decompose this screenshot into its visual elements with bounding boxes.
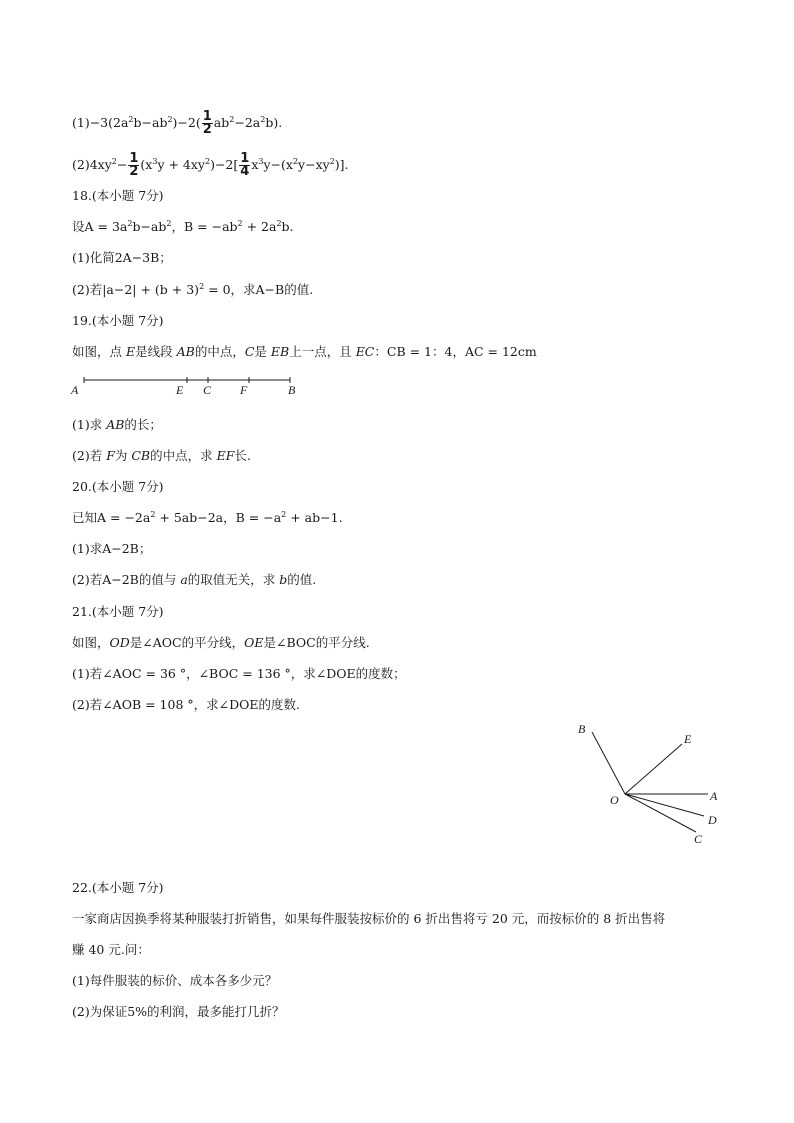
ray-oc <box>625 794 696 832</box>
label-b: B <box>578 722 586 736</box>
q20-part2: (2)若A−2B的值与 a的取值无关，求 b的值. <box>72 572 317 587</box>
segment-figure <box>66 370 316 402</box>
q21-header: 21.(本小题 7分) <box>72 604 164 619</box>
fraction: $\frac{1}{4}$ <box>240 151 250 179</box>
label-c: C <box>694 832 703 846</box>
q21-given: 如图，OD是∠AOC的平分线，OE是∠BOC的平分线. <box>72 635 370 650</box>
fraction: $\frac{1}{2}$ <box>129 151 139 179</box>
q18-part1: (1)化简2A−3B； <box>72 250 172 265</box>
q19-header: 19.(本小题 7分) <box>72 313 164 328</box>
label-c: C <box>203 383 212 397</box>
angle-figure <box>570 716 730 852</box>
label-o: O <box>610 793 619 807</box>
q22-part1: (1)每件服装的标价、成本各多少元？ <box>72 973 278 988</box>
label-b: B <box>288 383 296 397</box>
q21-part1: (1)若∠AOC = 36 °，∠BOC = 136 °，求∠DOE的度数； <box>72 666 406 681</box>
q22-header: 22.(本小题 7分) <box>72 880 164 895</box>
q22-given-line1: 一家商店因换季将某种服装打折销售，如果每件服装按标价的 6 折出售将亏 20 元，而按标价的 8 折出售将 <box>72 911 666 926</box>
q21-part2: (2)若∠AOB = 108 °，求∠DOE的度数. <box>72 697 300 712</box>
q20-part1: (1)求A−2B； <box>72 541 152 556</box>
q20-given: 已知$A = -2a^2 + 5ab-2a$，$B = -a^2 + ab-1$. <box>72 510 343 525</box>
fraction: $\frac{1}{2}$ <box>202 109 212 137</box>
q19-part1: (1)求 AB的长； <box>72 417 162 432</box>
q18-header: 18.(本小题 7分) <box>72 188 164 203</box>
q19-part2: (2)若 F为 CB的中点，求 EF长. <box>72 448 251 463</box>
ray-ob <box>592 732 625 794</box>
q18-part2: (2)若$|a-2| + (b + 3)^2 = 0$，求A−B的值. <box>72 282 314 297</box>
label-a: A <box>71 383 79 397</box>
q22-part2: (2)为保证5%的利润，最多能打几折？ <box>72 1004 285 1019</box>
label-e: E <box>684 732 692 746</box>
q18-given: 设$A = 3a^2b-ab^2$，$B = -ab^2 + 2a^2b$. <box>72 219 294 234</box>
label-a: A <box>710 789 718 803</box>
ray-od <box>625 794 704 816</box>
q20-header: 20.(本小题 7分) <box>72 479 164 494</box>
label-f: F <box>240 383 248 397</box>
q17-part2: $(2)4xy^2-$ $\frac{1}{2}$ $(x^3y + 4xy^2)-2$[ $\frac{1}{4}$ $x^3y-(x^2y-xy^2)$]. <box>72 151 349 179</box>
q22-given-line2: 赚 40 元.问： <box>72 942 150 957</box>
q17-part1: $(1)-3(2a^2b-ab^2)-2$( $\frac{1}{2}$ $ab^2-2a^2b$). <box>72 109 283 137</box>
q19-given: 如图，点 E是线段 AB的中点，C是 EB上一点，且 EC：CB = 1：4，AC = 12cm <box>72 344 537 359</box>
label-e: E <box>176 383 184 397</box>
ray-oe <box>625 744 682 794</box>
label-d: D <box>708 813 717 827</box>
